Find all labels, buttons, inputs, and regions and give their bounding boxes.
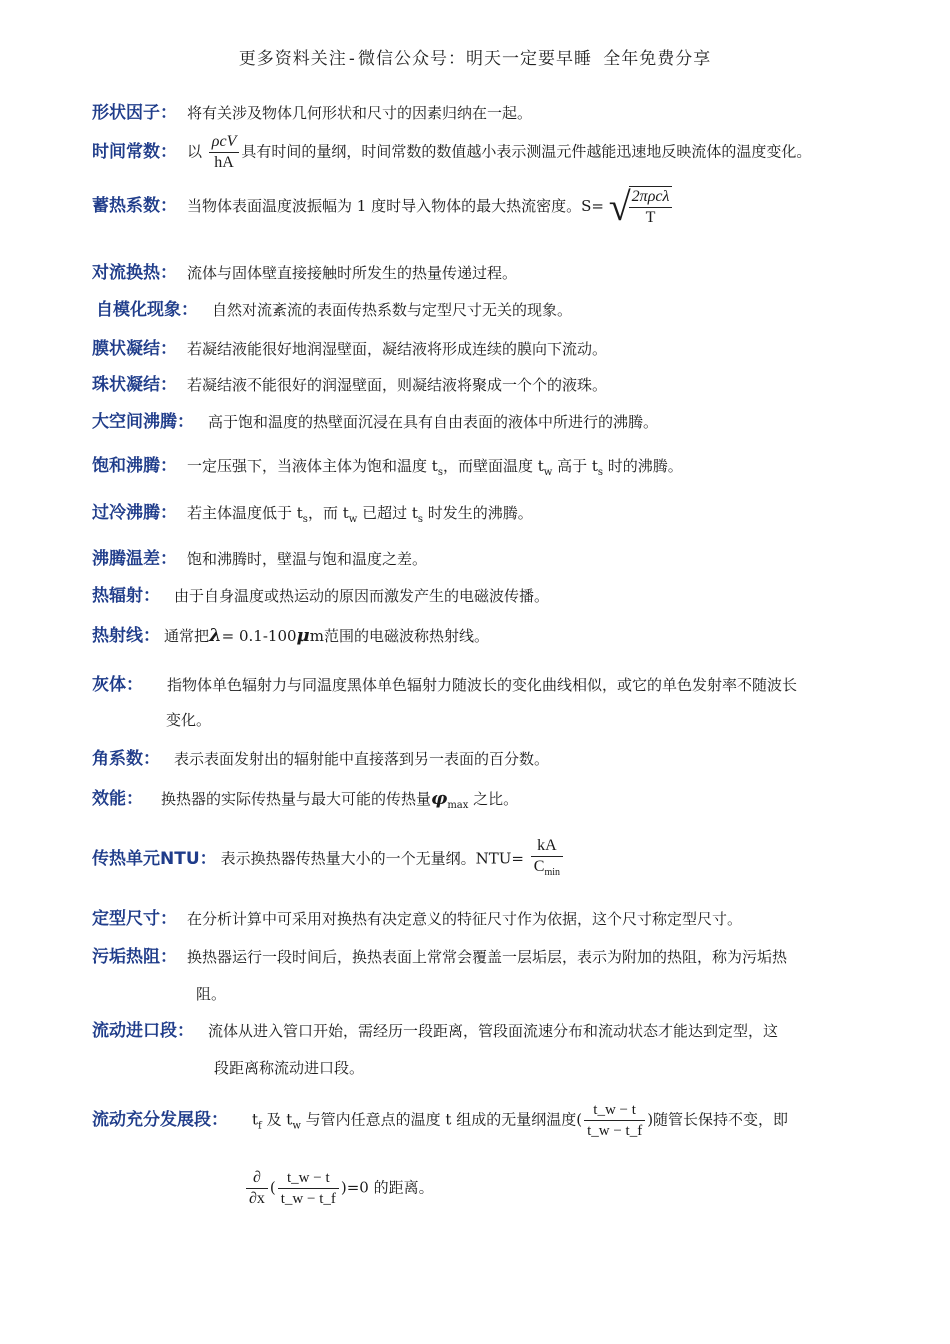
fraction-numerator: ρcV xyxy=(211,133,237,150)
fraction-denominator: T xyxy=(629,207,673,228)
entry-pool-boiling xyxy=(92,412,862,432)
definition-text: ，而壁面温度 t xyxy=(442,457,544,475)
term-label: 大空间沸腾： xyxy=(92,412,194,432)
subscript: w xyxy=(292,1120,301,1132)
definition-text: 由于自身温度或热运动的原因而激发产生的电磁波传播。 xyxy=(174,587,550,605)
entry-ntu xyxy=(92,836,862,883)
entry-entrance-region xyxy=(92,1021,862,1041)
term-label: 流动进口段： xyxy=(92,1021,194,1041)
partial-derivative-formula: $\frac{\partial}{\partial x}$ ( $\frac{t\_w - t}{t\_w - t\_f}$ )=0 的距离。 xyxy=(244,1168,434,1209)
definition-text: 已超过 t xyxy=(357,504,418,522)
entry-view-factor xyxy=(92,749,862,769)
definition-text: m范围的电磁波称热射线。 xyxy=(309,627,489,645)
fraction-numerator: t_w − t xyxy=(287,1170,330,1186)
formula-fraction xyxy=(531,836,563,883)
term-label: 珠状凝结： xyxy=(92,375,177,395)
fraction-denominator: C xyxy=(533,858,545,875)
entry-boiling-temperature-difference xyxy=(92,549,862,569)
entry-gray-body xyxy=(92,675,862,695)
entry-time-constant xyxy=(92,132,862,173)
term-label: 灰体： xyxy=(92,675,143,695)
definition-text: 若凝结液能很好地润湿壁面，凝结液将形成连续的膜向下流动。 xyxy=(187,340,608,358)
fraction-denominator: t_w − t_f xyxy=(278,1188,339,1209)
definition-text: 及 t xyxy=(261,1110,293,1129)
sqrt-sign-icon: √ xyxy=(608,184,631,229)
entry-heat-rays xyxy=(92,626,862,646)
definition-prefix: 以 xyxy=(187,142,203,161)
definition-text: 高于饱和温度的热壁面沉浸在具有自由表面的液体中所进行的沸腾。 xyxy=(208,413,659,431)
definition-text: 换热器运行一段时间后，换热表面上常常会覆盖一层垢层，表示为附加的热阻，称为污垢热 xyxy=(187,948,788,966)
formula-fraction xyxy=(209,132,240,173)
entry-fully-developed-region xyxy=(92,1100,862,1141)
entry-self-similarity xyxy=(96,300,862,320)
term-label: 饱和沸腾： xyxy=(92,456,177,476)
subscript: s xyxy=(302,514,308,525)
formula-fraction xyxy=(278,1168,339,1209)
mu-symbol: μ xyxy=(296,625,310,646)
entry-shape-factor xyxy=(92,103,862,123)
definition-text: 与管内任意点的温度 t 组成的无量纲温度( xyxy=(300,1110,583,1129)
definition-continuation: 变化。 xyxy=(166,711,212,729)
term-label: 热射线： xyxy=(92,626,160,646)
term-label: 对流换热： xyxy=(92,263,177,283)
definition-text: 将有关涉及物体几何形状和尺寸的因素归纳在一起。 xyxy=(187,104,533,122)
derivative-fraction xyxy=(246,1168,268,1209)
definition-text: 表示换热器传热量大小的一个无量纲。NTU= xyxy=(220,849,524,868)
entry-dropwise-condensation xyxy=(92,375,862,395)
phi-symbol: φ xyxy=(431,788,448,809)
definition-continuation: 段距离称流动进口段。 xyxy=(214,1059,365,1077)
definition-text: 若凝结液不能很好的润湿壁面，则凝结液将聚成一个个的液珠。 xyxy=(187,376,608,394)
entry-convection xyxy=(92,263,862,283)
subscript: s xyxy=(437,467,443,478)
fraction-numerator: kA xyxy=(537,837,557,854)
entry-fouling-resistance xyxy=(92,947,862,967)
entry-heat-storage-coefficient xyxy=(92,186,862,228)
term-label: 膜状凝结： xyxy=(92,339,177,359)
definition-text: 高于 t xyxy=(552,457,598,475)
definition-text: )=0 的距离。 xyxy=(340,1178,434,1197)
definition-text: 一定压强下，当液体主体为饱和温度 t xyxy=(187,457,438,475)
definition-text: 表示表面发射出的辐射能中直接落到另一表面的百分数。 xyxy=(174,750,550,768)
fraction-denominator: t_w − t_f xyxy=(584,1120,645,1141)
page-header: 更多资料关注-微信公众号：明天一定要早睡 全年免费分享 xyxy=(238,49,712,69)
definition-text: 指物体单色辐射力与同温度黑体单色辐射力随波长的变化曲线相似，或它的单色发射率不随波长 xyxy=(167,676,798,694)
definition-text: 时发生的沸腾。 xyxy=(423,504,533,522)
definition-text: 当物体表面温度波振幅为 1 度时导入物体的最大热流密度。S= xyxy=(187,197,604,215)
definition-continuation: 阻。 xyxy=(196,985,227,1003)
entry-film-condensation xyxy=(92,339,862,359)
formula-fraction xyxy=(584,1100,645,1141)
term-label: 角系数： xyxy=(92,749,160,769)
lambda-symbol: λ xyxy=(209,625,222,646)
term-label: 定型尺寸： xyxy=(92,909,177,929)
term-label: 污垢热阻： xyxy=(92,947,177,967)
fraction-denominator-group xyxy=(531,856,563,883)
definition-text: 时的沸腾。 xyxy=(603,457,683,475)
term-label: 形状因子： xyxy=(92,103,177,123)
subscript: s xyxy=(417,514,424,525)
fraction-denominator: hA xyxy=(209,152,240,173)
entry-effectiveness xyxy=(92,789,862,816)
definition-text: )随管长保持不变，即 xyxy=(647,1110,789,1129)
term-label: 传热单元NTU： xyxy=(92,848,217,869)
definition-text: = 0.1-100 xyxy=(221,627,297,645)
definition-text: 在分析计算中可采用对换热有决定意义的特征尺寸作为依据，这个尺寸称定型尺寸。 xyxy=(187,910,743,928)
fraction-numerator: ∂ xyxy=(253,1169,261,1186)
subscript: w xyxy=(348,514,358,525)
fraction-numerator: t_w − t xyxy=(593,1102,636,1118)
definition-text: 换热器的实际传热量与最大可能的传热量 xyxy=(161,790,432,808)
definition-text: ，而 t xyxy=(307,504,349,522)
subscript: min xyxy=(544,867,560,878)
fraction-numerator: 2πρcλ xyxy=(631,188,670,205)
definition-text: 若主体温度低于 t xyxy=(187,504,303,522)
definition-text: 具有时间的量纲，时间常数的数值越小表示测温元件越能迅速地反映流体的温度变化。 xyxy=(241,142,812,161)
subscript: s xyxy=(597,467,604,478)
subscript: f xyxy=(258,1120,262,1132)
definition-text: t xyxy=(252,1110,259,1129)
term-label: 时间常数： xyxy=(92,141,177,162)
subscript: w xyxy=(543,467,553,478)
formula-sqrt xyxy=(609,186,673,228)
definition-text: 之比。 xyxy=(468,790,519,808)
entry-subcooled-boiling xyxy=(92,503,862,530)
term-label: 自模化现象： xyxy=(96,300,198,320)
definition-text: 流体与固体壁直接接触时所发生的热量传递过程。 xyxy=(187,264,518,282)
term-label: 沸腾温差： xyxy=(92,549,177,569)
entry-saturated-boiling xyxy=(92,456,862,483)
fraction-denominator: ∂x xyxy=(246,1188,268,1209)
term-label: 热辐射： xyxy=(92,586,160,606)
term-label: 蓄热系数： xyxy=(92,196,177,216)
definition-text: 通常把 xyxy=(164,627,210,645)
term-label: 过冷沸腾： xyxy=(92,503,177,523)
entry-characteristic-length xyxy=(92,909,862,929)
definition-text: 自然对流紊流的表面传热系数与定型尺寸无关的现象。 xyxy=(212,301,573,319)
definition-text: 饱和沸腾时，壁温与饱和温度之差。 xyxy=(187,550,428,568)
term-label: 流动充分发展段： xyxy=(92,1109,228,1130)
subscript: max xyxy=(447,800,469,811)
term-label: 效能： xyxy=(92,789,143,809)
definition-text: 流体从进入管口开始，需经历一段距离，管段面流速分布和流动状态才能达到定型，这 xyxy=(208,1022,779,1040)
entry-thermal-radiation xyxy=(92,586,862,606)
